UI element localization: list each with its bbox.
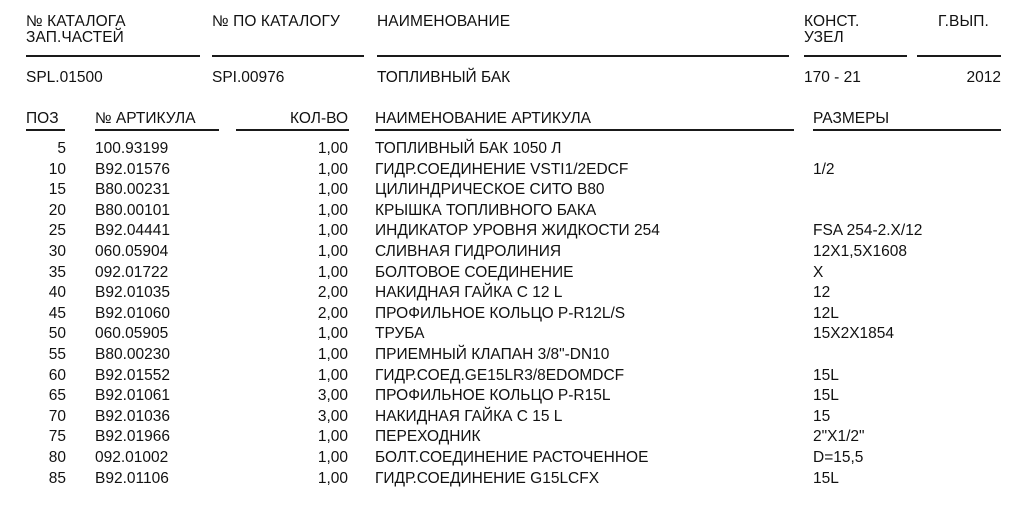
row-part-name: ИНДИКАТОР УРОВНЯ ЖИДКОСТИ 254 (375, 222, 660, 240)
row-quantity: 1,00 (317, 160, 348, 178)
catalog-number-rule (26, 55, 200, 57)
row-article-number: B92.01036 (95, 407, 170, 425)
assembly-rule (804, 55, 907, 57)
row-size: FSA 254-2.X/12 (813, 222, 923, 240)
row-part-name: ГИДР.СОЕДИНЕНИЕ G15LCFX (375, 469, 600, 487)
table-row (0, 220, 1024, 241)
assembly-label: КОНСТ. УЗЕЛ (804, 13, 860, 46)
table-row (0, 241, 1024, 262)
row-size: 12 (813, 284, 831, 302)
row-quantity: 1,00 (317, 222, 348, 240)
table-row (0, 365, 1024, 386)
row-quantity: 1,00 (317, 449, 348, 466)
row-position: 50 (48, 325, 66, 343)
row-position: 20 (48, 201, 66, 219)
row-size: 15X2X1854 (813, 325, 895, 343)
year-label: Г.ВЫП. (938, 13, 989, 30)
row-position: 65 (48, 387, 66, 405)
row-position: 25 (48, 222, 66, 240)
row-article-number: 092.01002 (95, 449, 169, 466)
year-value: 2012 (966, 69, 1001, 86)
row-quantity: 1,00 (317, 428, 348, 446)
row-article-number: 092.01722 (95, 263, 169, 281)
row-quantity: 1,00 (317, 263, 348, 281)
table-row (0, 468, 1024, 489)
row-article-number: B92.01061 (95, 387, 170, 405)
row-size: 15L (813, 387, 839, 405)
row-quantity: 1,00 (317, 469, 348, 487)
row-part-name: КРЫШКА ТОПЛИВНОГО БАКА (375, 201, 597, 219)
row-position: 45 (48, 304, 66, 322)
table-row (0, 426, 1024, 447)
column-header-name: НАИМЕНОВАНИЕ АРТИКУЛА (375, 110, 591, 127)
row-part-name: ГИДР.СОЕД.GE15LR3/8EDOMDCF (375, 366, 625, 384)
row-position: 75 (48, 428, 66, 446)
row-part-name: БОЛТ.СОЕДИНЕНИЕ РАСТОЧЕННОЕ (375, 449, 649, 466)
pos-rule (26, 129, 65, 131)
table-row (0, 344, 1024, 365)
row-quantity: 1,00 (317, 140, 348, 157)
row-part-name: ПРОФИЛЬНОЕ КОЛЬЦО P-R12L/S (375, 304, 626, 322)
row-position: 85 (48, 469, 66, 487)
row-position: 35 (48, 263, 66, 281)
table-row (0, 282, 1024, 303)
row-part-name: ЦИЛИНДРИЧЕСКОЕ СИТО B80 (375, 181, 605, 199)
row-part-name: НАКИДНАЯ ГАЙКА С 12 L (375, 284, 563, 302)
row-part-name: ТОПЛИВНЫЙ БАК 1050 Л (375, 140, 562, 157)
size-rule (813, 129, 1001, 131)
row-article-number: B92.01552 (95, 366, 170, 384)
column-header-article: № АРТИКУЛА (95, 110, 196, 127)
name-rule (377, 55, 789, 57)
row-size: 1/2 (813, 160, 835, 178)
row-article-number: B92.01106 (95, 469, 169, 487)
table-row (0, 303, 1024, 324)
name-label: НАИМЕНОВАНИЕ (377, 13, 511, 30)
row-article-number: B92.04441 (95, 222, 170, 240)
row-quantity: 1,00 (317, 325, 348, 343)
row-size: 12X1,5X1608 (813, 243, 907, 260)
table-row (0, 159, 1024, 180)
row-article-number: 100.93199 (95, 140, 169, 157)
row-position: 80 (48, 449, 66, 466)
row-article-number: B92.01060 (95, 304, 170, 322)
row-part-name: ПРОФИЛЬНОЕ КОЛЬЦО P-R15L (375, 387, 611, 405)
row-size: 15 (813, 407, 831, 425)
row-quantity: 2,00 (317, 304, 348, 322)
row-article-number: B92.01035 (95, 284, 170, 302)
name-col-rule (375, 129, 794, 131)
row-quantity: 1,00 (317, 181, 348, 199)
row-part-name: НАКИДНАЯ ГАЙКА С 15 L (375, 407, 563, 425)
article-rule (95, 129, 219, 131)
catalog-number-value: SPL.01500 (26, 69, 103, 86)
row-position: 30 (48, 243, 66, 260)
row-quantity: 1,00 (317, 201, 348, 219)
row-article-number: B92.01576 (95, 160, 170, 178)
table-row (0, 262, 1024, 283)
catalog-number-label: № КАТАЛОГА ЗАП.ЧАСТЕЙ (26, 13, 126, 46)
row-position: 15 (48, 181, 66, 199)
row-quantity: 3,00 (317, 387, 348, 405)
row-size: D=15,5 (813, 449, 864, 466)
row-quantity: 1,00 (317, 346, 348, 363)
table-row (0, 138, 1024, 159)
row-quantity: 3,00 (317, 407, 348, 425)
row-position: 55 (48, 346, 66, 363)
table-row (0, 406, 1024, 427)
table-row (0, 323, 1024, 344)
row-position: 70 (48, 407, 66, 425)
row-part-name: ПЕРЕХОДНИК (375, 428, 481, 446)
name-value: ТОПЛИВНЫЙ БАК (377, 69, 511, 86)
row-size: 15L (813, 469, 839, 487)
row-part-name: БОЛТОВОЕ СОЕДИНЕНИЕ (375, 263, 574, 281)
row-position: 5 (57, 140, 66, 157)
row-article-number: B80.00230 (95, 346, 170, 363)
row-article-number: B80.00231 (95, 181, 170, 199)
catalog-ref-value: SPI.00976 (212, 69, 285, 86)
catalog-ref-label: № ПО КАТАЛОГУ (212, 13, 340, 30)
row-quantity: 2,00 (317, 284, 348, 302)
row-part-name: ГИДР.СОЕДИНЕНИЕ VSTI1/2EDCF (375, 160, 629, 178)
assembly-value: 170 - 21 (804, 69, 861, 86)
row-size: 12L (813, 304, 839, 322)
row-quantity: 1,00 (317, 243, 348, 260)
row-quantity: 1,00 (317, 366, 348, 384)
row-part-name: СЛИВНАЯ ГИДРОЛИНИЯ (375, 243, 562, 260)
row-size: X (813, 263, 824, 281)
row-part-name: ПРИЕМНЫЙ КЛАПАН 3/8"-DN10 (375, 346, 610, 363)
table-row (0, 200, 1024, 221)
year-rule (917, 55, 1001, 57)
table-row (0, 385, 1024, 406)
row-position: 40 (48, 284, 66, 302)
row-position: 60 (48, 366, 66, 384)
row-position: 10 (48, 160, 66, 178)
row-size: 15L (813, 366, 839, 384)
table-row (0, 447, 1024, 468)
row-article-number: B80.00101 (95, 201, 170, 219)
row-article-number: 060.05904 (95, 243, 169, 260)
catalog-ref-rule (212, 55, 364, 57)
row-article-number: 060.05905 (95, 325, 169, 343)
qty-rule (236, 129, 349, 131)
table-row (0, 179, 1024, 200)
row-part-name: ТРУБА (375, 325, 425, 343)
row-article-number: B92.01966 (95, 428, 170, 446)
column-header-qty: КОЛ-ВО (290, 110, 348, 127)
row-size: 2"X1/2" (813, 428, 865, 446)
column-header-pos: ПОЗ (26, 110, 59, 127)
column-header-size: РАЗМЕРЫ (813, 110, 890, 127)
